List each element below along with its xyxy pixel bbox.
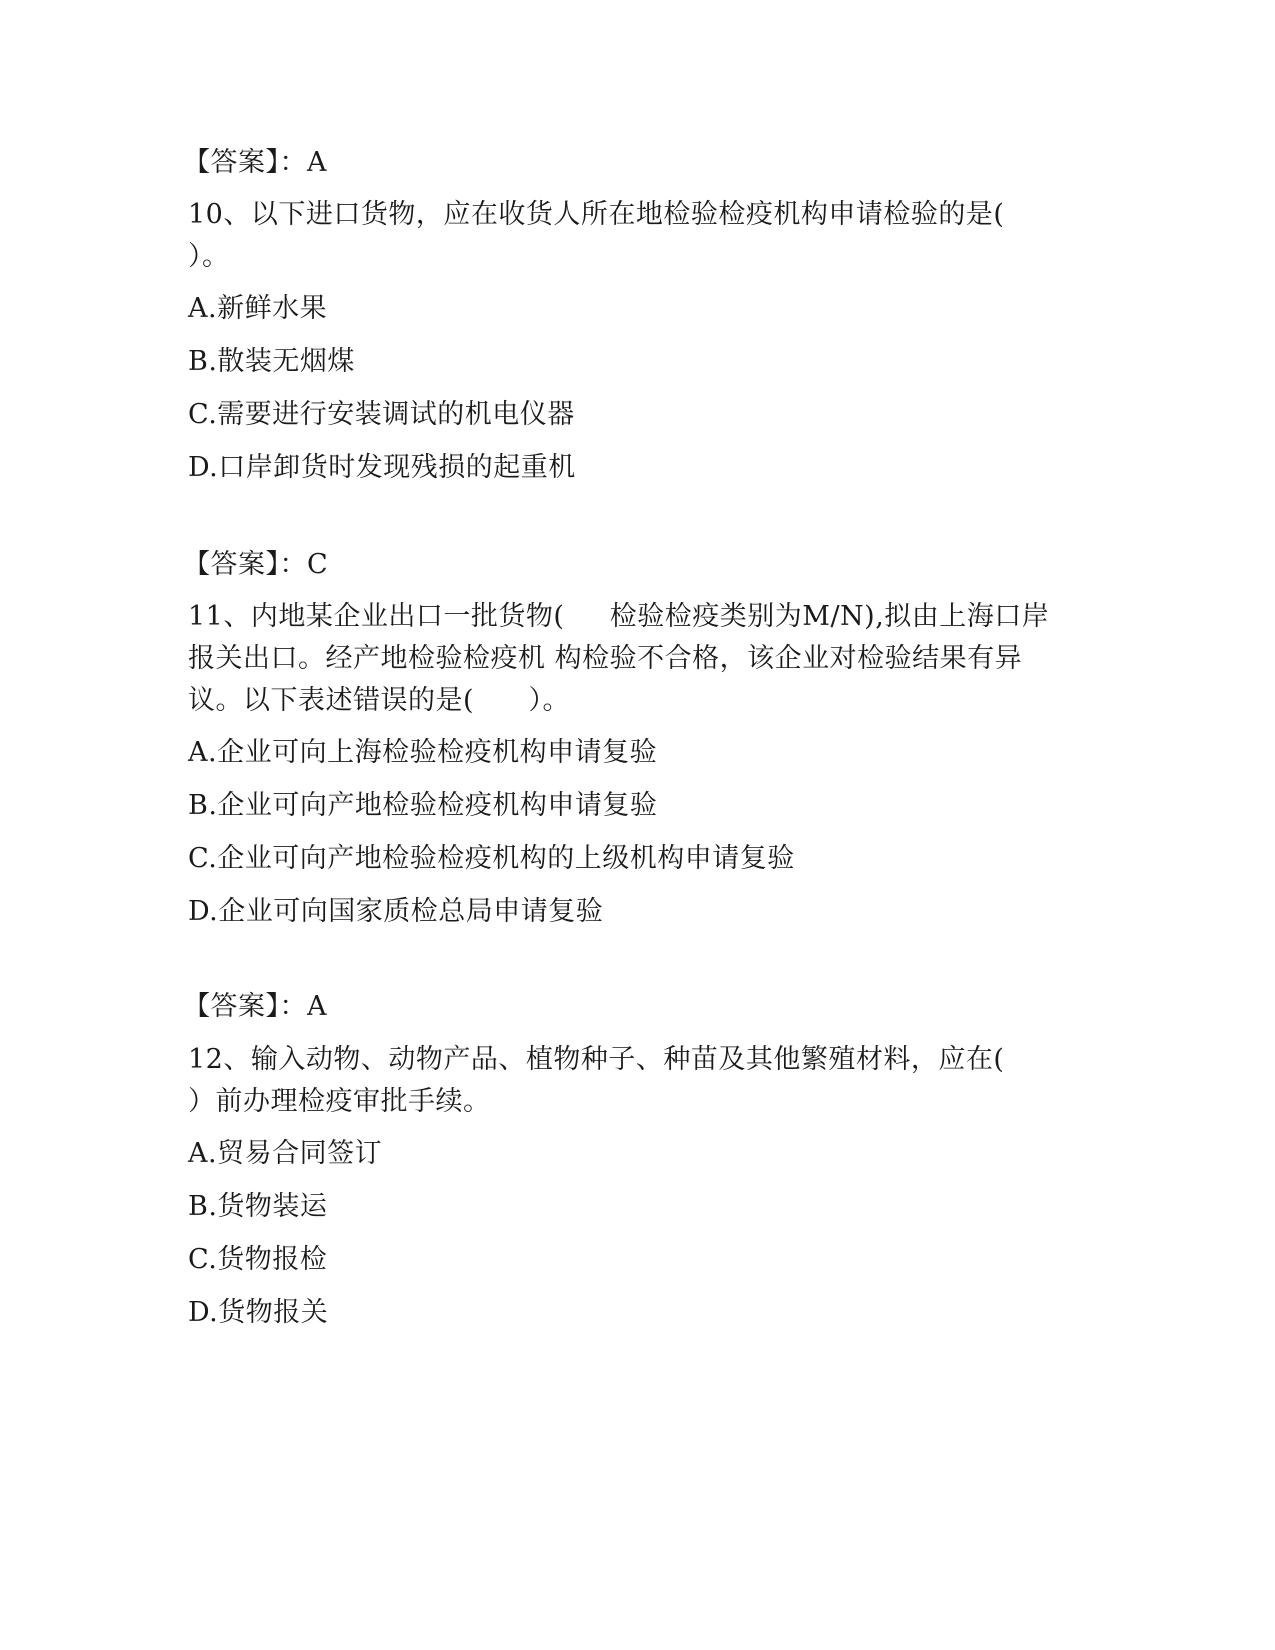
question-10-option-a: A.新鲜水果 xyxy=(188,293,328,324)
question-10-text-line-1: 10、以下进口货物，应在收货人所在地检验检疫机构申请检验的是( xyxy=(188,199,1005,230)
question-11-option-b: B.企业可向产地检验检疫机构申请复验 xyxy=(188,790,658,821)
question-11-text-line-1: 11、内地某企业出口一批货物( 检验检疫类别为M/N),拟由上海口岸 xyxy=(188,601,1050,632)
question-12-option-a: A.贸易合同签订 xyxy=(188,1138,383,1169)
answer-label-q11: 【答案】：A xyxy=(183,991,327,1022)
question-10-text-line-2: ）。 xyxy=(188,241,230,272)
question-11-option-d: D.企业可向国家质检总局申请复验 xyxy=(188,896,604,927)
question-11-option-a: A.企业可向上海检验检疫机构申请复验 xyxy=(188,737,658,768)
question-11-option-c: C.企业可向产地检验检疫机构的上级机构申请复验 xyxy=(188,843,795,874)
question-12-text-line-2: ）前办理检疫审批手续。 xyxy=(188,1086,491,1117)
question-10-option-c: C.需要进行安装调试的机电仪器 xyxy=(188,399,575,430)
question-10-option-b: B.散装无烟煤 xyxy=(188,346,355,377)
question-12-option-c: C.货物报检 xyxy=(188,1244,328,1275)
question-11-text-line-2: 报关出口。经产地检验检疫机 构检验不合格，该企业对检验结果有异 xyxy=(188,643,1023,674)
question-10-option-d: D.口岸卸货时发现残损的起重机 xyxy=(188,452,576,483)
question-12-option-b: B.货物装运 xyxy=(188,1191,328,1222)
answer-label-q9: 【答案】：A xyxy=(183,147,327,178)
question-12-text-line-1: 12、输入动物、动物产品、植物种子、种苗及其他繁殖材料，应在( xyxy=(188,1044,1005,1075)
answer-label-q10: 【答案】：C xyxy=(183,549,329,580)
question-11-text-line-3: 议。以下表述错误的是( ）。 xyxy=(188,685,571,716)
question-12-option-d: D.货物报关 xyxy=(188,1297,329,1328)
